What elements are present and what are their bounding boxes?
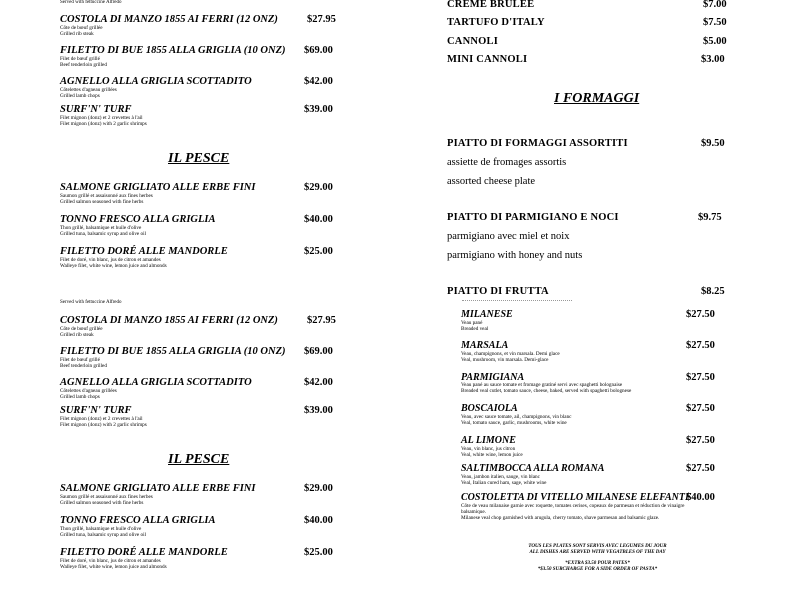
veal-desc-en: Veal, white wine, lemon juice xyxy=(461,452,523,458)
dish-desc-en: Filet mignon (4onz) with 2 garlic shrimps xyxy=(60,121,147,127)
fruit-plate-name: PIATTO DI FRUTTA xyxy=(447,286,549,297)
cheese-price: $9.50 xyxy=(701,138,725,149)
dish-desc-fr: Côtelettes d'agneau grillées xyxy=(60,87,117,93)
veal-dish-price: $27.50 xyxy=(686,403,715,414)
dish-desc-fr: Thon grillé, balsamique et huile d'olive xyxy=(60,225,142,231)
fruit-plate-price: $8.25 xyxy=(701,286,725,297)
dish-desc-fr: Côte de bœuf grillée xyxy=(60,25,103,31)
dish-desc-en: Grilled lamb chops xyxy=(60,394,100,400)
veal-dish-price: $27.50 xyxy=(686,309,715,320)
veal-dish-name: BOSCAIOLA xyxy=(461,403,518,414)
dish-desc-en: Beef tenderloin grilled xyxy=(60,363,107,369)
dish-desc-en: Grilled tuna, balsamic syrup and olive oil xyxy=(60,532,147,538)
dish-name: FILETTO DORÉ ALLE MANDORLE xyxy=(60,547,228,558)
dish-desc-fr: Filet de bœuf grillé xyxy=(60,56,100,62)
dessert-price: $5.00 xyxy=(703,36,727,47)
veal-desc-en: Veal, Italian cured ham, sage, white wine xyxy=(461,480,547,486)
veal-dish-name: SALTIMBOCCA ALLA ROMANA xyxy=(461,463,605,474)
served-note: Served with fettuccine Alfredo xyxy=(60,300,122,305)
section-title-formaggi: I FORMAGGI xyxy=(554,91,640,106)
section-title-pesce: IL PESCE xyxy=(168,151,230,166)
dish-desc-fr: Saumon grillé et assaisonné aux fines herbes xyxy=(60,193,153,199)
veal-dish-price: $27.50 xyxy=(686,435,715,446)
dish-price: $27.95 xyxy=(307,315,336,326)
veal-dish-name: PARMIGIANA xyxy=(461,372,525,383)
dish-price: $69.00 xyxy=(304,346,333,357)
dessert-name: CRÈME BRULÈE xyxy=(447,0,535,10)
dessert-name: MINI CANNOLI xyxy=(447,54,528,65)
costoletta-desc-en: Milanese veal chop garnished with arugula, cherry tomato, shave parmesan and balsamic glaze. xyxy=(461,515,660,521)
cropped-line xyxy=(462,300,572,302)
dish-name: AGNELLO ALLA GRIGLIA SCOTTADITO xyxy=(60,76,252,87)
costoletta-price: $40.00 xyxy=(686,492,715,503)
dish-desc-en: Filet mignon (4onz) with 2 garlic shrimps xyxy=(60,422,147,428)
dish-desc-fr: Côtelettes d'agneau grillées xyxy=(60,388,117,394)
dish-price: $25.00 xyxy=(304,547,333,558)
dish-name: SALMONE GRIGLIATO ALLE ERBE FINI xyxy=(60,182,256,193)
cheese-price: $9.75 xyxy=(698,212,722,223)
cheese-name: PIATTO DI PARMIGIANO E NOCI xyxy=(447,212,619,223)
veal-desc-fr: Veau, vin blanc, jus citron xyxy=(461,446,516,452)
served-note: Served with fettuccine Alfredo xyxy=(60,0,122,5)
footer-pasta-en: *$3.50 SURCHARGE FOR A SIDE ORDER OF PASTA* xyxy=(537,567,658,572)
dish-desc-fr: Filet mignon (4onz) et 2 crevettes à l'ail xyxy=(60,416,143,422)
veal-dish-price: $27.50 xyxy=(686,372,715,383)
dish-price: $42.00 xyxy=(304,377,333,388)
footer-pasta-fr: *EXTRA $3.50 POUR PATES* xyxy=(565,561,630,566)
dish-desc-fr: Thon grillé, balsamique et huile d'olive xyxy=(60,526,142,532)
dish-desc-en: Grilled lamb chops xyxy=(60,93,100,99)
dish-desc-en: Grilled salmon seasoned with fine herbs xyxy=(60,500,144,506)
dish-price: $29.00 xyxy=(304,182,333,193)
dish-price: $39.00 xyxy=(304,104,333,115)
dish-name: AGNELLO ALLA GRIGLIA SCOTTADITO xyxy=(60,377,252,388)
dish-price: $42.00 xyxy=(304,76,333,87)
dessert-price: $3.00 xyxy=(701,54,725,65)
costoletta-name: COSTOLETTA DI VITELLO MILANESE ELEFANTE xyxy=(461,492,692,503)
veal-dish-price: $27.50 xyxy=(686,340,715,351)
footer-note-fr: TOUS LES PLATES SONT SERVIS AVEC LEGUMES DU JOUR xyxy=(528,544,667,549)
dish-desc-fr: Filet mignon (4onz) et 2 crevettes à l'ail xyxy=(60,115,143,121)
costoletta-desc-fr-cont: balsamique. xyxy=(461,509,486,515)
dish-price: $40.00 xyxy=(304,515,333,526)
veal-desc-fr: Veau, champignons, et vin marsala. Demi glace xyxy=(461,351,560,357)
cheese-desc-en: parmigiano with honey and nuts xyxy=(447,250,583,261)
veal-desc-fr: Veau, avec sauce tomate, ail, champignons, vin blanc xyxy=(461,414,572,420)
dish-desc-en: Walleye filet, white wine, lemon juice and almonds xyxy=(60,564,167,570)
dish-desc-en: Grilled salmon seasoned with fine herbs xyxy=(60,199,144,205)
veal-desc-en: Breaded veal xyxy=(461,326,489,332)
dessert-price: $7.50 xyxy=(703,17,727,28)
veal-desc-fr: Veau pané xyxy=(461,320,483,326)
dish-name: SURF'N' TURF xyxy=(60,104,132,115)
dish-name: COSTOLA DI MANZO 1855 AI FERRI (12 ONZ) xyxy=(60,315,278,326)
dish-desc-en: Grilled rib steak xyxy=(60,332,94,338)
veal-desc-en: Veal, tomato sauce, garlic, mushrooms, white wine xyxy=(461,420,567,426)
veal-dish-name: MARSALA xyxy=(461,340,509,351)
costoletta-desc-fr: Côte de veau milanaise garnie avec roquette, tomates cerises, copeaux de parmesan et réduction de vinaigre xyxy=(461,503,685,509)
footer-note-en: ALL DISHES ARE SERVED WITH VEGATBLES OF THE DAY xyxy=(529,550,666,555)
dish-desc-fr: Filet de bœuf grillé xyxy=(60,357,100,363)
dish-desc-fr: Filet de doré, vin blanc, jus de citron et amandes xyxy=(60,257,161,263)
cheese-desc-fr: assiette de fromages assortis xyxy=(447,157,567,168)
dessert-name: CANNOLI xyxy=(447,36,498,47)
dish-price: $29.00 xyxy=(304,483,333,494)
cheese-name: PIATTO DI FORMAGGI ASSORTITI xyxy=(447,138,628,149)
dish-price: $69.00 xyxy=(304,45,333,56)
veal-dish-name: MILANESE xyxy=(461,309,513,320)
dish-price: $27.95 xyxy=(307,14,336,25)
dish-desc-fr: Saumon grillé et assaisonné aux fines herbes xyxy=(60,494,153,500)
dish-price: $39.00 xyxy=(304,405,333,416)
dish-desc-en: Grilled rib steak xyxy=(60,31,94,37)
veal-desc-en: Breaded veal cutlet, tomato sauce, cheese, baked, served with spaghetti bolognese xyxy=(461,388,632,394)
dish-name: TONNO FRESCO ALLA GRIGLIA xyxy=(60,214,216,225)
dish-name: SURF'N' TURF xyxy=(60,405,132,416)
cheese-desc-fr: parmigiano avec miel et noix xyxy=(447,231,570,242)
veal-desc-fr: Veau, jambon italien, sauge, vin blanc xyxy=(461,474,540,480)
dish-name: FILETTO DI BUE 1855 ALLA GRIGLIA (10 ONZ) xyxy=(60,346,286,357)
dish-price: $25.00 xyxy=(304,246,333,257)
dish-name: COSTOLA DI MANZO 1855 AI FERRI (12 ONZ) xyxy=(60,14,278,25)
dish-desc-fr: Côte de bœuf grillée xyxy=(60,326,103,332)
dish-price: $40.00 xyxy=(304,214,333,225)
dish-desc-en: Walleye filet, white wine, lemon juice and almonds xyxy=(60,263,167,269)
veal-desc-en: Veal, mushroom, vin marsala. Demi-glace xyxy=(461,357,549,363)
veal-dish-price: $27.50 xyxy=(686,463,715,474)
dish-desc-fr: Filet de doré, vin blanc, jus de citron et amandes xyxy=(60,558,161,564)
cheese-desc-en: assorted cheese plate xyxy=(447,176,536,187)
dish-name: FILETTO DORÉ ALLE MANDORLE xyxy=(60,246,228,257)
dessert-name: TARTUFO D'ITALY xyxy=(447,17,545,28)
veal-dish-name: AL LIMONE xyxy=(461,435,516,446)
dish-desc-en: Beef tenderloin grilled xyxy=(60,62,107,68)
dessert-price: $7.00 xyxy=(703,0,727,10)
dish-name: TONNO FRESCO ALLA GRIGLIA xyxy=(60,515,216,526)
dish-name: SALMONE GRIGLIATO ALLE ERBE FINI xyxy=(60,483,256,494)
section-title-pesce: IL PESCE xyxy=(168,452,230,467)
dish-desc-en: Grilled tuna, balsamic syrup and olive oil xyxy=(60,231,147,237)
dish-name: FILETTO DI BUE 1855 ALLA GRIGLIA (10 ONZ) xyxy=(60,45,286,56)
veal-desc-fr: Veau pané au sauce tomate et fromage gratiné servi avec spaghetti bolognaise xyxy=(461,382,623,388)
